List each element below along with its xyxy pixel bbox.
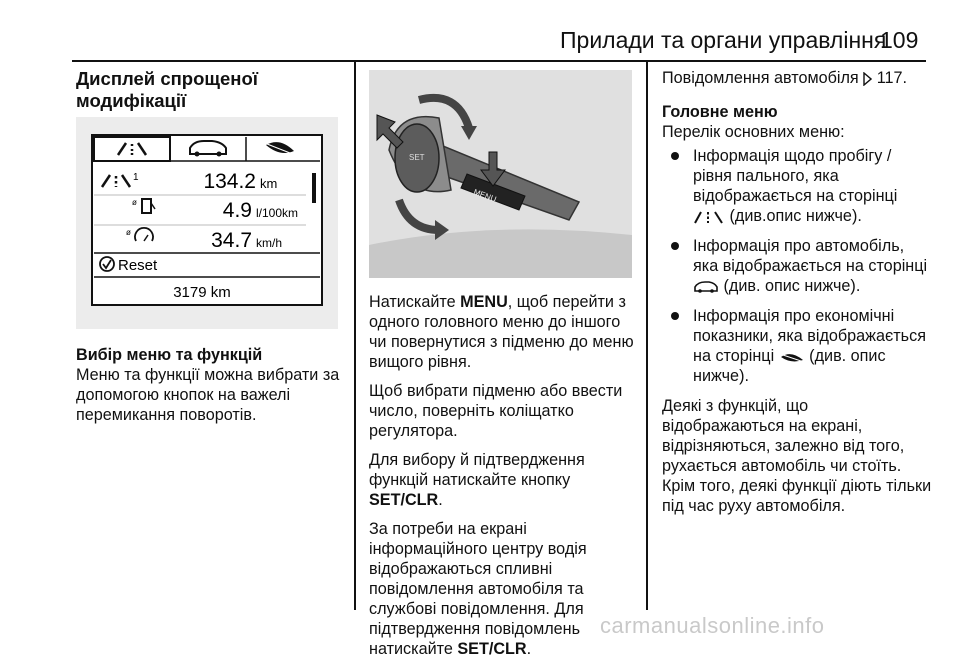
- column-divider-right: [646, 62, 648, 610]
- list-item: Інформація про економічні показники, яка відображається на сторінці (див. опис нижче).: [662, 306, 932, 386]
- trip-unit: km: [260, 176, 278, 191]
- average-speed-value: 34.7: [211, 229, 252, 252]
- left-column: [76, 68, 346, 112]
- subsection-title: Вибір меню та функцій: [76, 346, 263, 364]
- list-item: Інформація про автомобіль, яка відображається на сторінці (див. опис нижче).: [662, 236, 932, 296]
- turn-signal-lever-illustration: [369, 70, 632, 278]
- display-figure: [76, 117, 338, 329]
- menu-selection-paragraph: Меню та функції можна вибрати за допомогою кнопок на важелі перемикання поворотів.: [76, 366, 340, 424]
- svg-text:ø: ø: [132, 198, 137, 207]
- menu-key-label: MENU: [460, 293, 508, 311]
- vehicle-page-icon: [693, 280, 719, 294]
- driving-only-paragraph: Крім того, деякі функції діють тільки під час руху автомобіля.: [662, 477, 932, 515]
- svg-text:ø: ø: [126, 228, 131, 237]
- section-title: Дисплей спрощеної модифікації: [76, 68, 258, 111]
- page-number: 109: [880, 27, 919, 53]
- display-illustration: [76, 117, 338, 329]
- confirm-function-paragraph: Для вибору й підтвердження функцій натискайте кнопку SET/CLR.: [369, 451, 585, 509]
- submenu-paragraph: Щоб вибрати підменю або ввести число, поверніть коліщатко регулятора.: [369, 382, 623, 440]
- middle-column: [369, 292, 635, 668]
- average-speed-unit: km/h: [256, 236, 283, 250]
- odometer-value: 3179 km: [173, 284, 231, 301]
- menu-instruction-paragraph: Натискайте MENU, щоб перейти з одного головного меню до іншого чи повернутися з підменю до меню вищого рівня.: [369, 293, 634, 371]
- fuel-consumption-unit: l/100km: [256, 206, 299, 220]
- set-clr-key-label-2: SET/CLR: [457, 640, 527, 658]
- header-rule: [72, 60, 926, 62]
- vehicle-state-paragraph: Деякі з функцій, що відображаються на екрані, відрізняються, залежно від того, рухається автомобіль чи стоїть.: [662, 397, 905, 475]
- right-column: [662, 68, 932, 525]
- main-menu-list: [662, 146, 932, 386]
- page-reference-icon: [863, 72, 872, 86]
- lever-figure: [369, 70, 632, 278]
- column-divider-left: [354, 62, 356, 610]
- page-reference-number: 117: [876, 69, 903, 87]
- main-menu-title: Головне меню: [662, 103, 778, 121]
- lever-menu-label: MENU: [472, 187, 498, 204]
- scroll-indicator: [312, 173, 316, 203]
- left-column-lower: [76, 345, 346, 434]
- trip-value: 134.2: [203, 170, 256, 193]
- popup-messages-paragraph: За потреби на екрані інформаційного центру водія відображаються спливні повідомлення автомобіля та службові повідомлення. Для підтвердження повідомлень натискайте SET/CLR.: [369, 520, 587, 658]
- watermark: carmanualsonline.info: [600, 613, 825, 638]
- trip-fuel-page-icon: [693, 210, 725, 224]
- vehicle-messages-ref: Повідомлення автомобіля 117.: [662, 69, 908, 87]
- bullet-icon: [671, 312, 679, 320]
- fuel-consumption-value: 4.9: [222, 199, 252, 222]
- main-menu-intro: Перелік основних меню:: [662, 123, 845, 141]
- trip-superscript: 1: [133, 172, 139, 183]
- bullet-icon: [671, 242, 679, 250]
- page-header-title: Прилади та органи управління: [560, 27, 887, 53]
- set-clr-key-label: SET/CLR: [369, 491, 439, 509]
- reset-label: Reset: [118, 257, 158, 274]
- eco-page-icon: [779, 350, 805, 364]
- svg-text:SET: SET: [409, 153, 425, 162]
- bullet-icon: [671, 152, 679, 160]
- list-item: Інформація щодо пробігу / рівня пального, яка відображається на сторінці (див.опис нижче).: [662, 146, 932, 226]
